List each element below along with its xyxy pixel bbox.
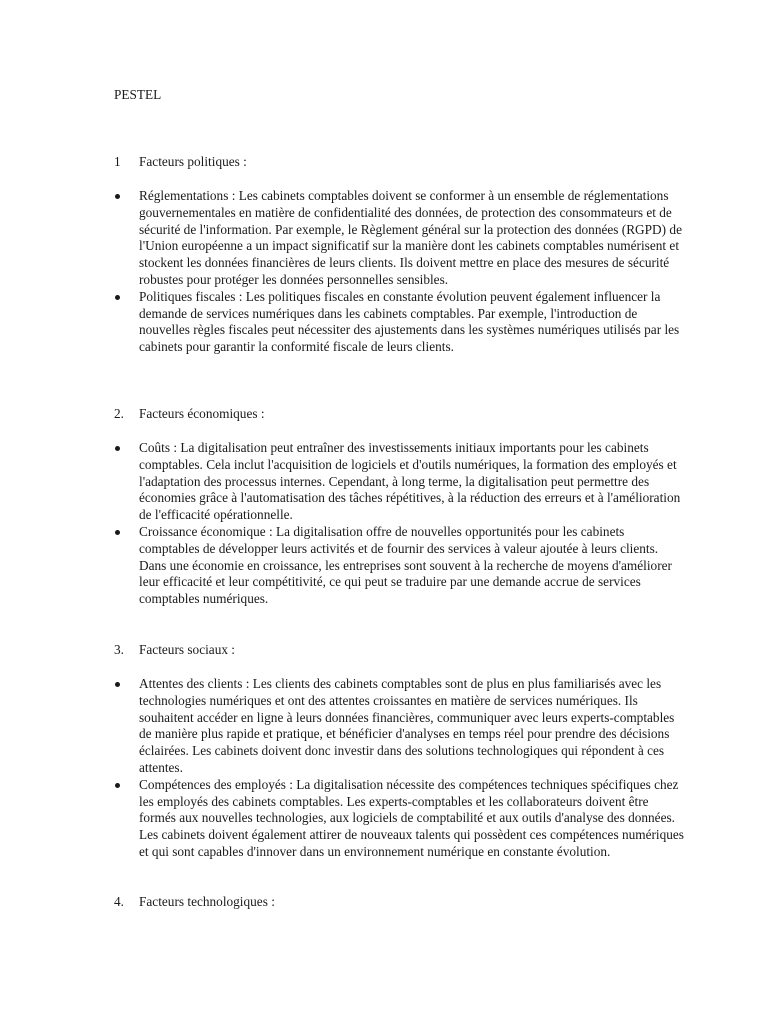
bullet-icon (115, 295, 120, 300)
section-heading-politiques (114, 154, 247, 171)
section-heading-economiques (114, 406, 265, 423)
list-item (114, 188, 684, 289)
list-item (114, 524, 684, 608)
section-number: 2. (114, 406, 124, 421)
section-number: 3. (114, 642, 124, 657)
bullet-icon (115, 530, 120, 535)
section-heading-sociaux (114, 642, 235, 659)
bullet-icon (115, 783, 120, 788)
document-title: PESTEL (114, 87, 162, 102)
bullet-icon (115, 682, 120, 687)
bullet-icon (115, 194, 120, 199)
section-heading-technologiques (114, 894, 275, 911)
list-item-text: Coûts : La digitalisation peut entraîner des investissements initiaux importants pour les cabinets comptables. Cela inclut l'acquisition de logiciels et d'outils numériques, la formation des employés et l'adaptation des processus internes. Cependant, à long terme, la digitalisation peut permettre des économies grâce à l'automatisation des tâches répétitives, à la réduction des erreurs et à l'amélioration de l'efficacité opérationnelle. (139, 440, 681, 523)
list-item (114, 777, 684, 861)
section-number: 1 (114, 154, 121, 169)
bullet-list-economiques (114, 440, 684, 608)
list-item-text: Réglementations : Les cabinets comptables doivent se conformer à un ensemble de réglementations gouvernementales en matière de confidentialité des données, de protection des consommateurs et de sécurité de l'information. Par exemple, le Règlement général sur la protection des données (RGPD) de l'Union européenne a un impact significatif sur la manière dont les cabinets comptables numérisent et stockent les données financières de leurs clients. Ils doivent mettre en place des mesures de sécurité robustes pour protéger les données personnelles sensibles. (139, 188, 682, 287)
list-item-text: Compétences des employés : La digitalisation nécessite des compétences techniques spécifiques chez les employés des cabinets comptables. Les experts-comptables et les collaborateurs doivent être formés aux nouvelles technologies, aux logiciels de comptabilité et aux outils d'analyse des données. Les cabinets doivent également attirer de nouveaux talents qui possèdent ces compétences numériques et qui sont capables d'innover dans un environnement numérique en constante évolution. (139, 776, 684, 859)
list-item (114, 289, 684, 356)
section-heading-text: Facteurs technologiques : (139, 894, 275, 909)
list-item-text: Croissance économique : La digitalisation offre de nouvelles opportunités pour les cabinets comptables de développer leurs activités et de fournir des services à valeur ajoutée à leurs clients. Dans une économie en croissance, les entreprises sont souvent à la recherche de moyens d'améliorer leur efficacité et leur compétitivité, ce qui peut se traduire par une demande accrue de services comptables numériques. (139, 523, 672, 607)
list-item-text: Politiques fiscales : Les politiques fiscales en constante évolution peuvent également influencer la demande de services numériques dans les cabinets comptables. Par exemple, l'introduction de nouvelles règles fiscales peut nécessiter des ajustements dans les systèmes numériques utilisés par les cabinets pour garantir la conformité fiscale de leurs clients. (139, 288, 680, 355)
list-item-text: Attentes des clients : Les clients des cabinets comptables sont de plus en plus familiarisés avec les technologies numériques et ont des attentes croissantes en matière de services numériques. Ils souhaitent accéder en ligne à leurs données financières, communiquer avec leurs experts-comptables de manière plus rapide et pratique, et bénéficier d'analyses en temps réel pour prendre des décisions éclairées. Les cabinets doivent donc investir dans des solutions technologiques qui répondent à ces attentes. (139, 676, 675, 775)
list-item (114, 676, 684, 777)
section-number: 4. (114, 894, 124, 909)
bullet-list-politiques (114, 188, 684, 356)
list-item (114, 440, 684, 524)
section-heading-text: Facteurs sociaux : (139, 642, 236, 657)
bullet-icon (115, 446, 120, 451)
bullet-list-sociaux (114, 676, 684, 861)
section-heading-text: Facteurs politiques : (139, 154, 247, 169)
section-heading-text: Facteurs économiques : (139, 406, 265, 421)
